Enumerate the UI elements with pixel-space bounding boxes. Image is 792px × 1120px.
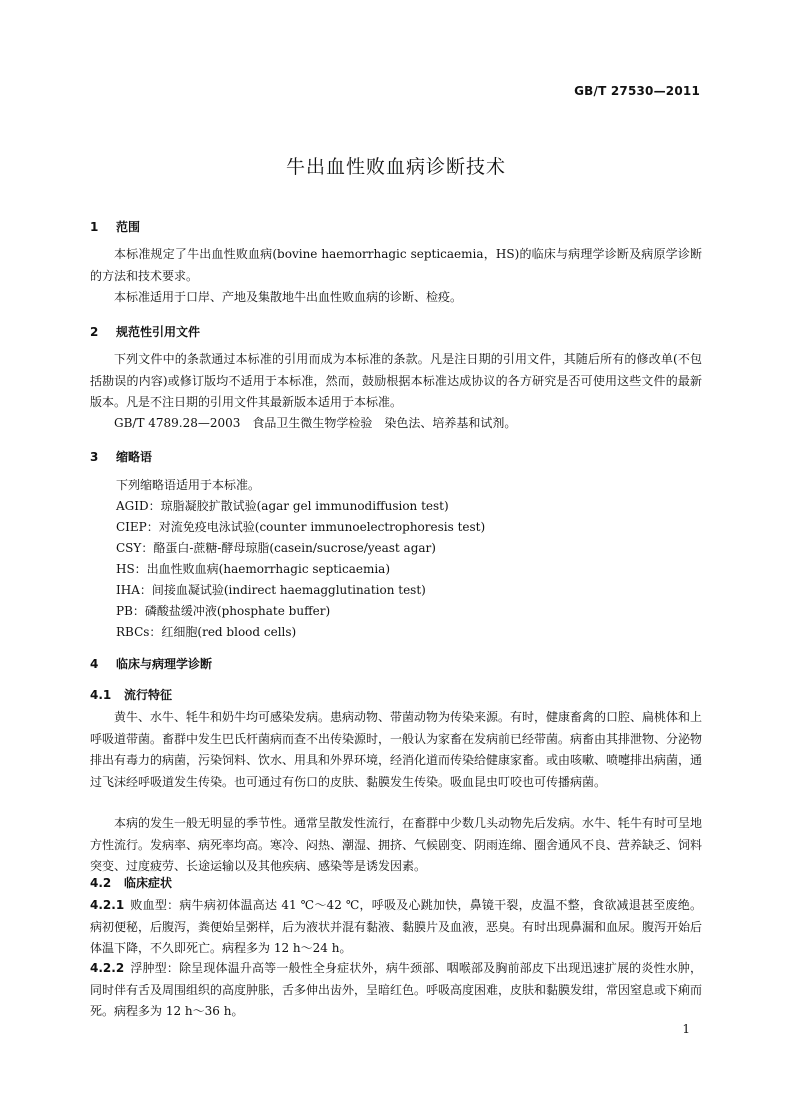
- reference-line: GB/T 4789.28—2003 食品卫生微生物学检验 染色法、培养基和试剂。: [114, 416, 517, 430]
- paragraph: 黄牛、水牛、牦牛和奶牛均可感染发病。患病动物、带菌动物为传染来源。有时，健康畜禽的口腔、扁桃体和上呼吸道带菌。畜群中发生巴氏杆菌病而查不出传染源时，一般认为家畜在发病前已经带菌。病畜由其排泄物、分泌物排出有毒力的病菌，污染饲料、饮水、用具和外界环境，经消化道而传染给健康家畜。或由咳嗽、喷嚏排出病菌，通过飞沫经呼吸道发生传染。也可通过有伤口的皮肤、黏膜发生传染。吸血昆虫叮咬也可传播病菌。: [90, 710, 703, 789]
- section-4-heading: [90, 655, 212, 672]
- clause-number: 4.2.2: [90, 961, 125, 975]
- page-number: 1: [682, 1022, 690, 1036]
- section-number: 1: [90, 220, 99, 234]
- abbreviation-intro: 下列缩略语适用于本标准。: [116, 478, 261, 492]
- paragraph: 本标准适用于口岸、产地及集散地牛出血性败血病的诊断、检疫。: [114, 290, 463, 304]
- subsection-title: 临床症状: [124, 876, 173, 890]
- clause-4-2-1: [90, 895, 702, 960]
- standard-number: GB/T 27530—2011: [574, 84, 700, 98]
- section-number: 2: [90, 325, 99, 339]
- abbreviation-item: RBCs：红细胞(red blood cells): [116, 625, 297, 639]
- abbreviation-item: AGID：琼脂凝胶扩散试验(agar gel immunodiffusion test): [116, 499, 449, 513]
- abbreviation-item: HS：出血性败血病(haemorrhagic septicaemia): [116, 562, 390, 576]
- clause-number: 4.2.1: [90, 898, 125, 912]
- section-2-heading: [90, 323, 200, 340]
- abbreviation-item: IHA：间接血凝试验(indirect haemagglutination test): [116, 583, 426, 597]
- section-title: 范围: [116, 220, 141, 234]
- document-title: 牛出血性败血病诊断技术: [285, 156, 506, 178]
- section-number: 4: [90, 657, 99, 671]
- section-number: 3: [90, 450, 99, 464]
- clause-text: 败血型：病牛病初体温高达 41 ℃～42 ℃，呼吸及心跳加快，鼻镜干裂，皮温不整，食欲减退甚至废绝。病初便秘，后腹泻，粪便始呈粥样，后为液状并混有黏液、黏膜片及血液，恶臭。有时出现鼻漏和血尿。腹泻开始后体温下降，不久即死亡。病程多为 12 h～24 h。: [90, 898, 703, 955]
- clause-text: 浮肿型：除呈现体温升高等一般性全身症状外，病牛颈部、咽喉部及胸前部皮下出现迅速扩展的炎性水肿，同时伴有舌及周围组织的高度肿胀，舌多伸出齿外，呈暗红色。呼吸高度困难，皮肤和黏膜发绀，常因窒息或下痢而死。病程多为 12 h～36 h。: [90, 961, 703, 1018]
- paragraph: 下列文件中的条款通过本标准的引用而成为本标准的条款。凡是注日期的引用文件，其随后所有的修改单(不包括勘误的内容)或修订版均不适用于本标准，然而，鼓励根据本标准达成协议的各方研究是否可使用这些文件的最新版本。凡是不注日期的引用文件其最新版本适用于本标准。: [90, 352, 702, 409]
- abbreviation-item: CIEP：对流免疫电泳试验(counter immunoelectrophoresis test): [116, 520, 486, 534]
- section-title: 规范性引用文件: [116, 325, 201, 339]
- paragraph: 本标准规定了牛出血性败血病(bovine haemorrhagic septicaemia，HS)的临床与病理学诊断及病原学诊断的方法和技术要求。: [90, 247, 702, 283]
- paragraph: 本病的发生一般无明显的季节性。通常呈散发性流行，在畜群中少数几头动物先后发病。水牛、牦牛有时可呈地方性流行。发病率、病死率均高。寒冷、闷热、潮湿、拥挤、气候剧变、阴雨连绵、圈舍通风不良、营养缺乏、饲料突变、过度疲劳、长途运输以及其他疾病、感染等是诱发因素。: [90, 816, 703, 873]
- section-3-heading: [90, 448, 152, 465]
- section-1-heading: [90, 218, 140, 235]
- section-title: 缩略语: [116, 450, 153, 464]
- clause-4-2-2: [90, 958, 702, 1023]
- abbreviation-item: PB：磷酸盐缓冲液(phosphate buffer): [116, 604, 331, 618]
- section-title: 临床与病理学诊断: [116, 657, 213, 671]
- subsection-4-2-heading: [90, 874, 172, 891]
- subsection-title: 流行特征: [124, 688, 173, 702]
- subsection-number: 4.2: [90, 876, 112, 890]
- subsection-4-1-heading: [90, 686, 172, 703]
- subsection-number: 4.1: [90, 688, 112, 702]
- abbreviation-item: CSY：酪蛋白-蔗糖-酵母琼脂(casein/sucrose/yeast agar): [116, 541, 436, 555]
